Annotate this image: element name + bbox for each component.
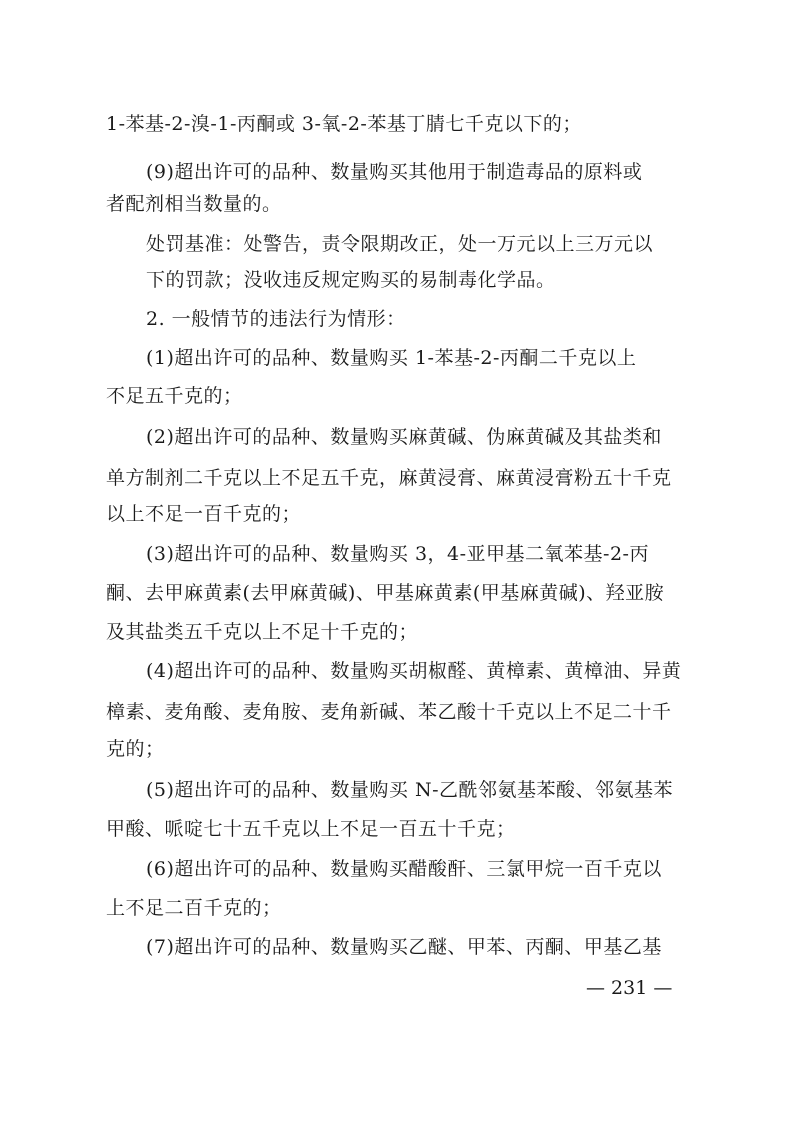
- text-line: 1-苯基-2-溴-1-丙酮或 3-氧-2-苯基丁腈七千克以下的；: [106, 113, 582, 135]
- page-number: — 231 —: [586, 977, 673, 999]
- text-line: 上不足二百千克的；: [106, 897, 282, 919]
- text-line: 及其盐类五千克以上不足十千克的；: [106, 621, 419, 643]
- text-line: (2)超出许可的品种、数量购买麻黄碱、伪麻黄碱及其盐类和: [146, 426, 662, 448]
- text-line: 处罚基准：处警告，责令限期改正，处一万元以上三万元以: [146, 233, 654, 255]
- text-line: (3)超出许可的品种、数量购买 3，4-亚甲基二氧苯基-2-丙: [146, 543, 649, 565]
- section-heading: 2. 一般情节的违法行为情形：: [146, 308, 406, 330]
- text-line: (7)超出许可的品种、数量购买乙醚、甲苯、丙酮、甲基乙基: [146, 936, 662, 958]
- text-line: 酮、去甲麻黄素(去甲麻黄碱)、甲基麻黄素(甲基麻黄碱)、羟亚胺: [106, 582, 665, 604]
- text-line: (4)超出许可的品种、数量购买胡椒醛、黄樟素、黄樟油、异黄: [146, 660, 682, 682]
- text-line: 下的罚款；没收违反规定购买的易制毒化学品。: [146, 269, 556, 291]
- text-line: 克的；: [106, 738, 165, 760]
- text-line: (1)超出许可的品种、数量购买 1-苯基-2-丙酮二千克以上: [146, 347, 637, 369]
- text-line: (5)超出许可的品种、数量购买 N-乙酰邻氨基苯酸、邻氨基苯: [146, 779, 673, 801]
- text-line: 单方制剂二千克以上不足五千克，麻黄浸膏、麻黄浸膏粉五十千克: [106, 467, 672, 489]
- text-line: 樟素、麦角酸、麦角胺、麦角新碱、苯乙酸十千克以上不足二十千: [106, 701, 672, 723]
- text-line: 不足五千克的；: [106, 385, 243, 407]
- text-line: (9)超出许可的品种、数量购买其他用于制造毒品的原料或: [146, 161, 643, 183]
- text-line: 甲酸、哌啶七十五千克以上不足一百五十千克；: [106, 818, 516, 840]
- text-line: 以上不足一百千克的；: [106, 503, 302, 525]
- text-line: (6)超出许可的品种、数量购买醋酸酐、三氯甲烷一百千克以: [146, 858, 662, 880]
- text-line: 者配剂相当数量的。: [106, 193, 282, 215]
